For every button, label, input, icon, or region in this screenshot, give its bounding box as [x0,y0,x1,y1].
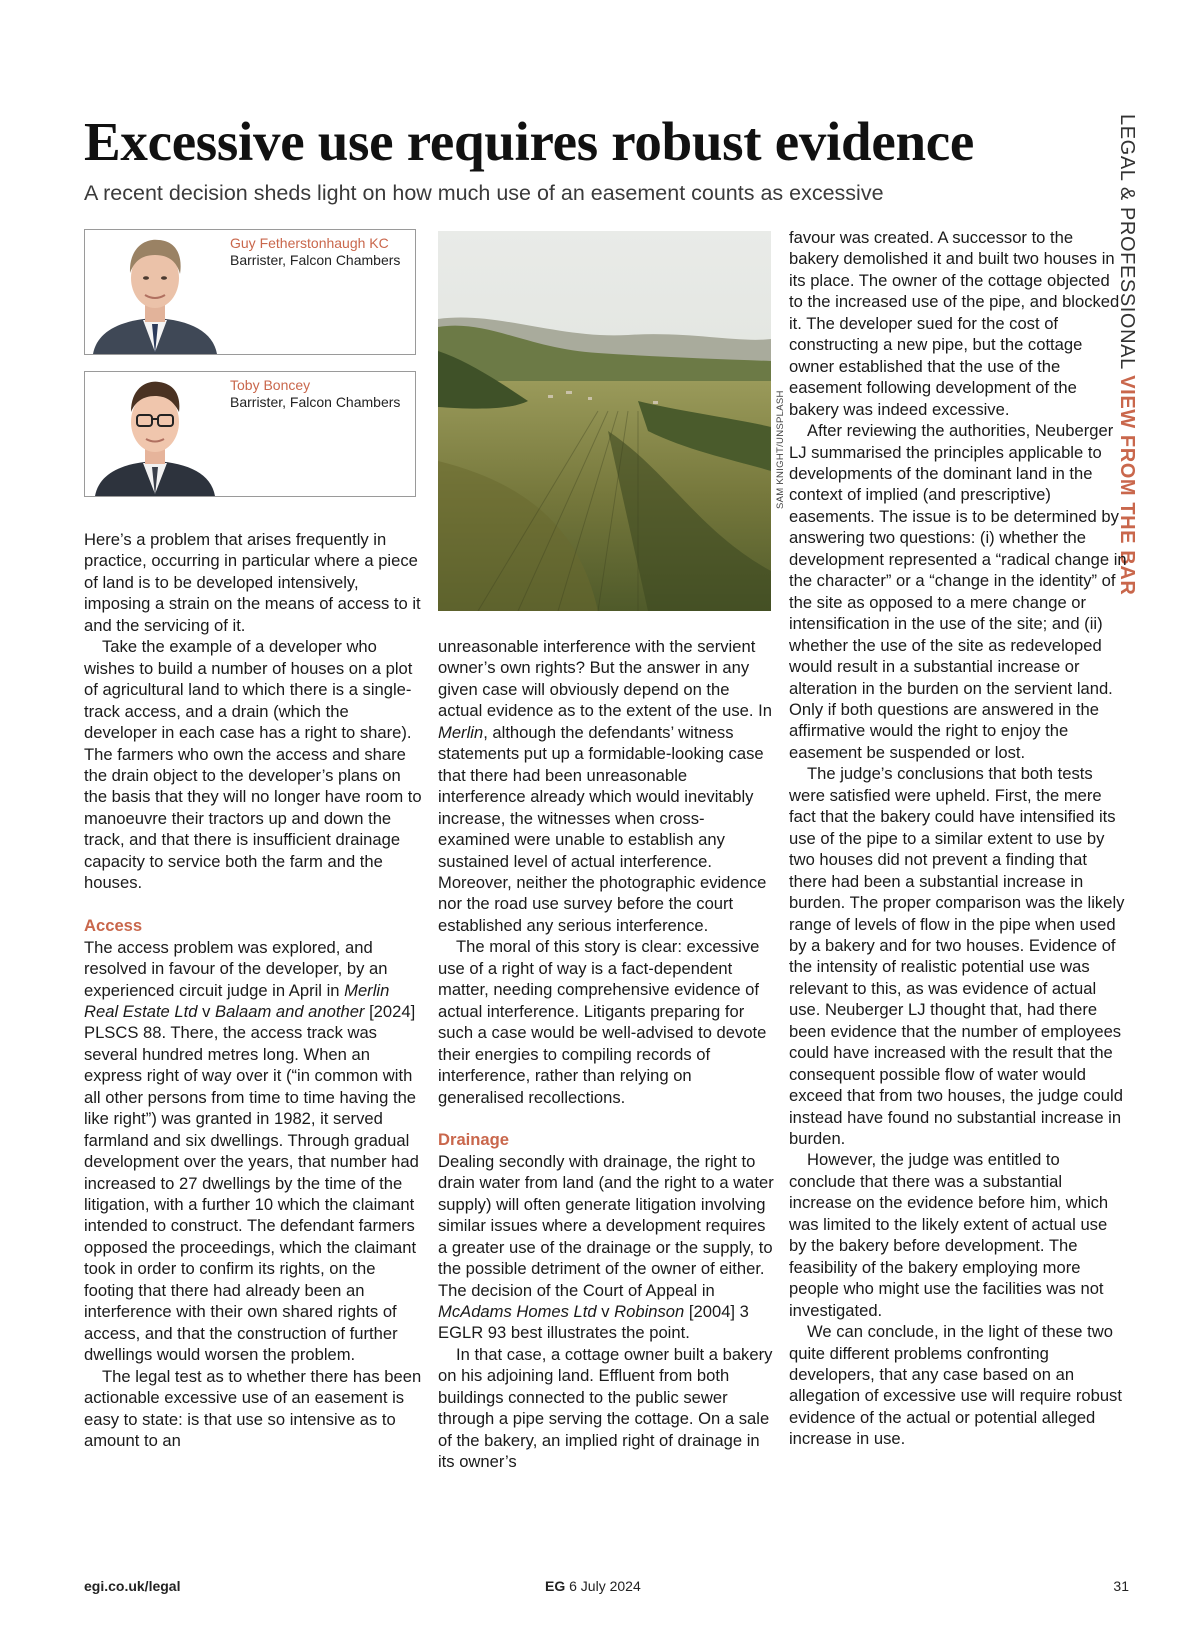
section-label-prefix: LEGAL & PROFESSIONAL [1116,114,1138,376]
body-paragraph: The judge’s conclusions that both tests were satisfied were upheld. First, the mere fact that the bakery could have intensified its use of the pipe to a similar extent to use by two houses did not prevent a finding that there had been a substantial increase in burden. The proper comparison was the likely range of levels of flow in the pipe when used by a bakery and for two houses. Evidence of the intensity of realistic potential use was relevant to this, as was evidence of actual use. Neuberger LJ thought that, had there been evidence that the number of employees could have increased with the result that the consequent possible flow of water would exceed that from two houses, the judge could instead have found no substantial increase in burden. [789,764,1125,1149]
body-paragraph: In that case, a cottage owner built a bakery on his adjoining land. Effluent from both buildings connected to the public sewer through a pipe serving the cottage. On a sale of the bakery, an implied right of drainage in its owner’s [438,1344,773,1472]
page-number: 31 [1113,1578,1129,1594]
publication-name: EG [545,1578,566,1594]
body-paragraph: However, the judge was entitled to conclude that there was a substantial increase on the evidence before him, which was limited to the likely extent of actual use by the bakery before development. The feasibility of the bakery employing more people who might use the facilities was not investigated. [789,1150,1109,1320]
footer-website[interactable]: egi.co.uk/legal [84,1578,181,1594]
author-portrait-icon [85,371,225,496]
section-heading: Drainage [438,1130,510,1150]
case-name: Balaam and another [215,1001,365,1021]
body-paragraph: The moral of this story is clear: excessive use of a right of way is a fact-dependent matter, needing comprehensive evidence of actual interference. Litigants preparing for such a case would be well-advised to devote their energies to compiling records of interference, rather than relying on generalised recollections. [438,937,767,1107]
issue-date: 6 July 2024 [565,1578,641,1594]
article-title: Excessive use requires robust evidence [84,111,974,172]
case-name: Merlin [438,722,484,742]
case-name: Robinson [614,1302,685,1322]
body-paragraph: unreasonable interference with the servient owner’s own rights? But the answer in any given case will obviously depend on the actual evidence as to the extent of the use. In Merlin, although the defendants’ witness statements put up a formidable-looking case that there had been unreasonable interference already which would inevitably increase, the witnesses when cross-examined were unable to establish any sustained level of actual interference. Moreover, neither the photographic evidence nor the road use survey before the court established any serious interference. [438,637,772,935]
body-paragraph: favour was created. A successor to the bakery demolished it and built two houses in its place. The owner of the cottage objected to the increased use of the pipe, and blocked it. The developer sued for the cost of constructing a new pipe, but the cottage owner established that the use of the easement following development of the bakery was indeed excessive. [789,228,1120,419]
author-role: Barrister, Falcon Chambers [230,252,401,268]
case-name: Merlin Real Estate Ltd [84,980,390,1021]
section-label-accent: VIEW FROM THE BAR [1116,375,1138,596]
photo-credit: SAM KNIGHT/UNSPLASH [775,390,786,509]
article-column [789,227,1127,1450]
author-role: Barrister, Falcon Chambers [230,394,401,410]
section-heading: Access [84,916,143,936]
body-paragraph: The legal test as to whether there has been actionable excessive use of an easement is easy to state: is that use so intensive as to amount to an [84,1366,422,1451]
body-paragraph: We can conclude, in the light of these two quite different problems confronting developers, that any case based on an allegation of excessive use will require robust evidence of the actual or potential alleged increase in use. [789,1322,1122,1449]
body-paragraph: The access problem was explored, and resolved in favour of the developer, by an experienced circuit judge in April in Merlin Real Estate Ltd v Balaam and another [2024] PLSCS 88. There, the access track was several hundred metres long. When an express right of way over it (“in common with all other persons from time to time having the like right”) was granted in 1982, it served farmland and six dwellings. Through gradual development over the years, that number had increased to 27 dwellings by the time of the litigation, with a further 10 which the claimant intended to construct. The defendant farmers opposed the proceedings, which the claimant took in order to confirm its rights, on the footing that there had already been an interference with their own shared rights of access, and that the construction of further dwellings would worsen the problem. [84,937,419,1365]
author-name: Toby Boncey [230,377,311,393]
article-column [84,529,422,1451]
article-column [438,636,774,1473]
case-name: McAdams Homes Ltd [438,1302,597,1322]
author-name: Guy Fetherstonhaugh KC [230,235,389,251]
body-paragraph: After reviewing the authorities, Neuberger LJ summarised the principles applicable to developments of the dominant land in the context of implied (and prescriptive) easements. The issue is to be determined by answering two questions: (i) whether the development represented a “radical change in the character” or a “change in the identity” of the site as opposed to a mere change or intensification in the use of the site; and (ii) whether the use of the site as redeveloped would result in a substantial increase or alteration in the burden on the servient land. Only if both questions are answered in the affirmative would the right to enjoy the easement be suspended or lost. [789,421,1127,762]
footer-issue [545,1577,641,1595]
article-standfirst: A recent decision sheds light on how much use of an easement counts as excessive [84,181,884,205]
body-paragraph: Here’s a problem that arises frequently in practice, occurring in particular where a piece of land is to be developed intensively, imposing a strain on the means of access to it and the servicing of it. [84,530,421,635]
author-portrait-icon [85,229,225,354]
body-paragraph: Take the example of a developer who wishes to build a number of houses on a plot of agricultural land to which there is a single-track access, and a drain (which the developer in each case has a right to share). The farmers who own the access and share the drain object to the developer’s plans on the basis that they will no longer have room to manoeuvre their tractors up and down the track, and that there is insufficient drainage capacity to service both the farm and the houses. [84,637,422,893]
landscape-photo-icon [438,231,771,611]
author-card [84,371,416,497]
body-paragraph: Dealing secondly with drainage, the right to drain water from land (and the right to a water supply) will often generate litigation involving similar issues where a development requires a greater use of the drainage or the supply, to the possible detriment of the owner of either. The decision of the Court of Appeal in McAdams Homes Ltd v Robinson [2004] 3 EGLR 93 best illustrates the point. [438,1151,774,1343]
author-card [84,229,416,355]
